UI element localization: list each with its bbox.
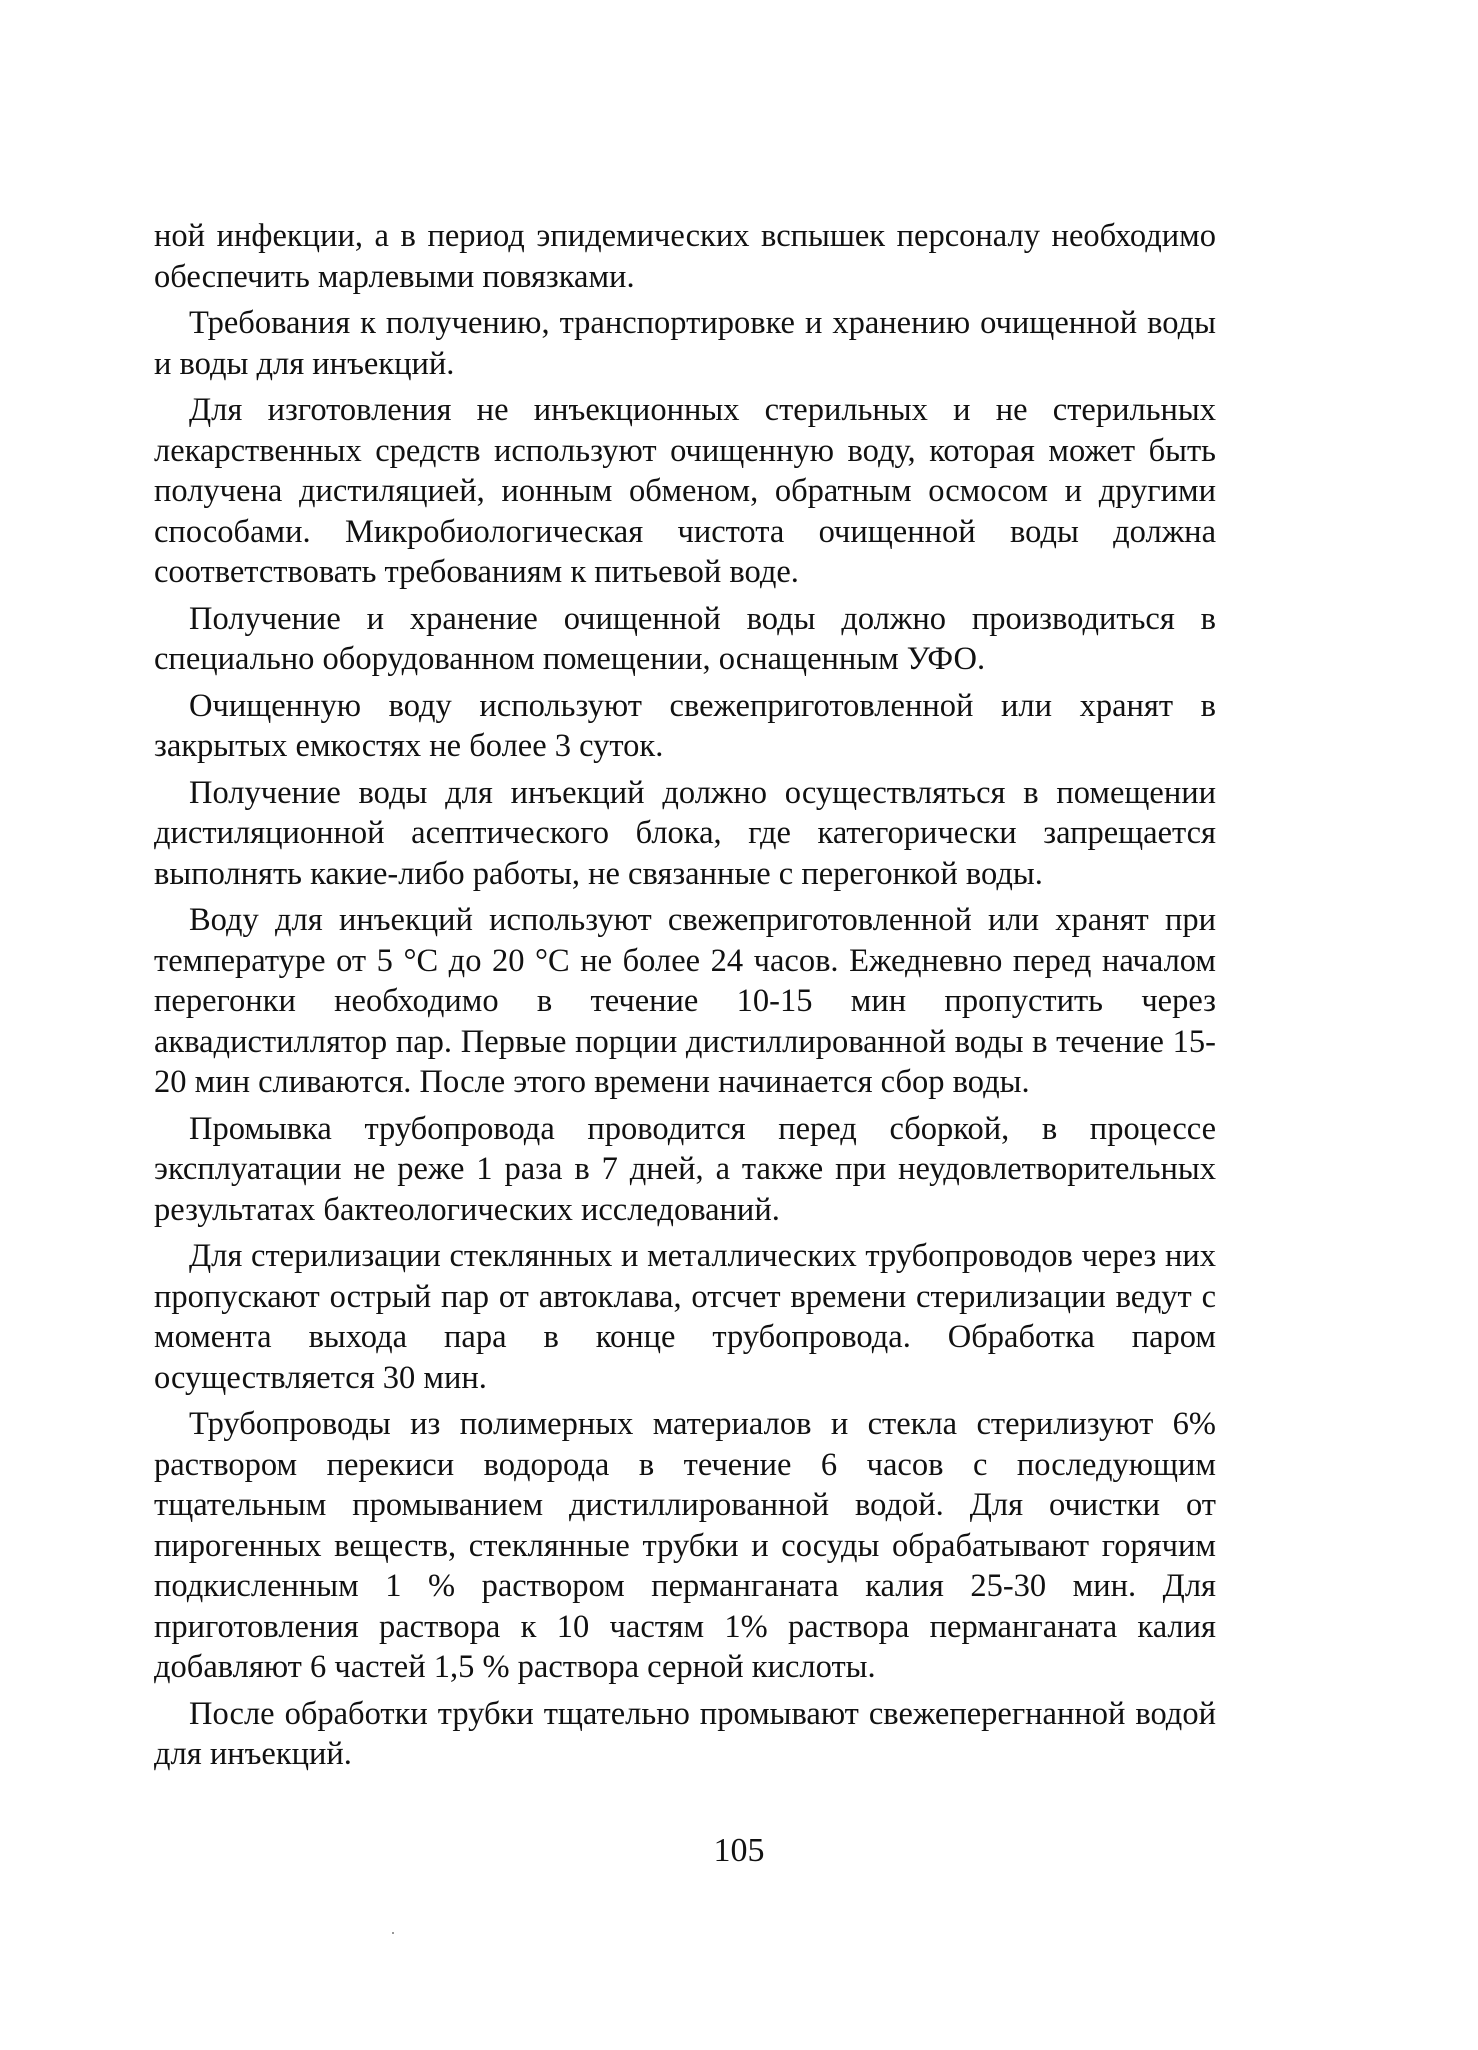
paragraph: После обработки трубки тщательно промывают свежеперегнанной водой для инъекций.: [154, 1695, 1216, 1772]
paragraph: Воду для инъекций используют свежеприготовленной или хранят при температуре от 5 °С до 20 °С не более 24 часов. Ежедневно перед началом перегонки необходимо в течение 10-15 мин пропустить через аквадистиллятор пар. Первые порции дистиллированной воды в течение 15-20 мин сливаются. После этого времени начинается сбор воды.: [154, 902, 1216, 1100]
paragraph: Трубопроводы из полимерных материалов и стекла стерилизуют 6% раствором перекиси водорода в течение 6 часов с последующим тщательным промыванием дистиллированной водой. Для очистки от пирогенных веществ, стеклянные трубки и сосуды обрабатывают горячим подкисленным 1 % раствором перманганата калия 25-30 мин. Для приготовления раствора к 10 частям 1% раствора перманганата калия добавляют 6 частей 1,5 % раствора серной кислоты.: [154, 1406, 1216, 1685]
paragraph: Требования к получению, транспортировке и хранению очищенной воды и воды для инъекций.: [154, 305, 1216, 382]
paragraph: Промывка трубопровода проводится перед сборкой, в процессе эксплуатации не реже 1 раза в 7 дней, а также при неудовлетворительных результатах бактеологических исследований.: [154, 1110, 1216, 1228]
body-text: [154, 216, 1216, 1781]
scan-speck: [392, 1932, 394, 1934]
paragraph: ной инфекции, а в период эпидемических вспышек персоналу необходимо обеспечить марлевыми повязками.: [154, 218, 1216, 295]
paragraph: Очищенную воду используют свежеприготовленной или хранят в закрытых емкостях не более 3 суток.: [154, 687, 1216, 764]
page-number: 105: [713, 1832, 765, 1869]
paragraph: Получение и хранение очищенной воды должно производиться в специально оборудованном помещении, оснащенным УФО.: [154, 600, 1216, 677]
paragraph: Получение воды для инъекций должно осуществляться в помещении дистиляционной асептического блока, где категорически запрещается выполнять какие-либо работы, не связанные с перегонкой воды.: [154, 774, 1216, 892]
paragraph: Для стерилизации стеклянных и металлических трубопроводов через них пропускают острый пар от автоклава, отсчет времени стерилизации ведут с момента выхода пара в конце трубопровода. Обработка паром осуществляется 30 мин.: [154, 1238, 1216, 1396]
paragraph: Для изготовления не инъекционных стерильных и не стерильных лекарственных средств используют очищенную воду, которая может быть получена дистиляцией, ионным обменом, обратным осмосом и другими способами. Микробиологическая чистота очищенной воды должна соответствовать требованиям к питьевой воде.: [154, 392, 1216, 590]
